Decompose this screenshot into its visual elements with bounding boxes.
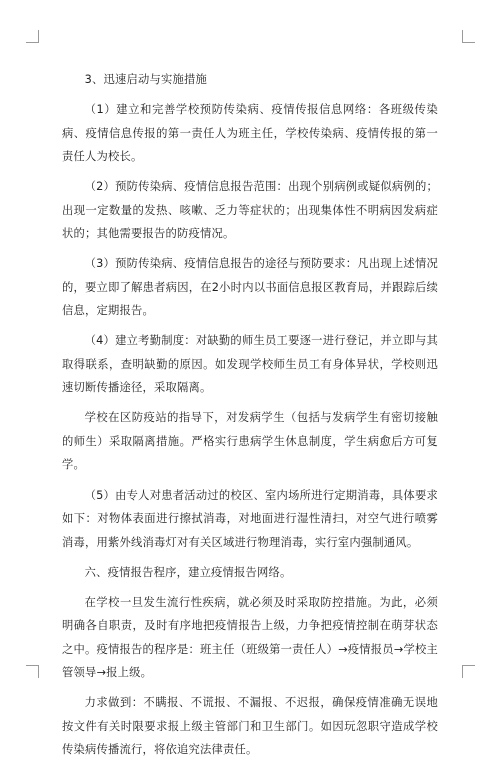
paragraph-report-requirements: 力求做到：不瞒报、不谎报、不漏报、不迟报，确保疫情准确无误地按文件有关时限要求报上级主管部门和卫生部门。如因玩忽职守造成学校传染病传播流行，将依追究法律责任。 bbox=[62, 696, 438, 757]
paragraph-disinfection: （5）由专人对患者活动过的校区、室内场所进行定期消毒，具体要求如下：对物体表面进行擦拭消毒，对地面进行湿性清扫，对空气进行喷雾消毒，用紫外线消毒灯对有关区域进行物理消毒，实行室内强制通风。 bbox=[62, 488, 438, 549]
paragraph-isolation: 学校在区防疫站的指导下，对发病学生（包括与发病学生有密切接触的师生）采取隔离措施。严格实行患病学生休息制度，学生病愈后方可复学。 bbox=[62, 411, 438, 472]
paragraph-info-network: （1）建立和完善学校预防传染病、疫情传报信息网络：各班级传染病、疫情信息传报的第一责任人为班主任，学校传染病、疫情传报的第一责任人为校长。 bbox=[62, 103, 438, 164]
paragraph-report-channel: （3）预防传染病、疫情信息报告的途径与预防要求：凡出现上述情况的，要立即了解患者病因，在2小时内以书面信息报区教育局，并跟踪后续信息，定期报告。 bbox=[62, 257, 438, 318]
paragraph-report-scope: （2）预防传染病、疫情信息报告范围：出现个别病例或疑似病例的；出现一定数量的发热、咳嗽、乏力等症状的；出现集体性不明病因发病症状的；其他需要报告的防疫情况。 bbox=[62, 180, 438, 241]
section-heading-report-procedure: 六、疫情报告程序，建立疫情报告网络。 bbox=[84, 565, 292, 579]
section-heading-measures: 3、迅速启动与实施措施 bbox=[84, 73, 207, 86]
paragraph-report-procedure: 在学校一旦发生流行性疾病，就必须及时采取防控措施。为此，必须明确各自职责，及时有序地把疫情报告上级，力争把疫情控制在萌芽状态之中。疫情报告的程序是：班主任（班级第一责任人）→疫情报员→学校主管领导→报上级。 bbox=[62, 595, 438, 680]
document-body bbox=[62, 68, 438, 768]
paragraph-attendance-system: （4）建立考勤制度：对缺勤的师生员工要逐一进行登记，并立即与其取得联系，查明缺勤的原因。如发现学校师生员工有身体异状，学校则迅速切断传播途径，采取隔离。 bbox=[62, 334, 438, 395]
crop-mark-top-right bbox=[462, 30, 475, 43]
crop-mark-top-left bbox=[26, 30, 39, 43]
crop-mark-bottom-left bbox=[26, 665, 39, 678]
crop-mark-bottom-right bbox=[462, 665, 475, 678]
